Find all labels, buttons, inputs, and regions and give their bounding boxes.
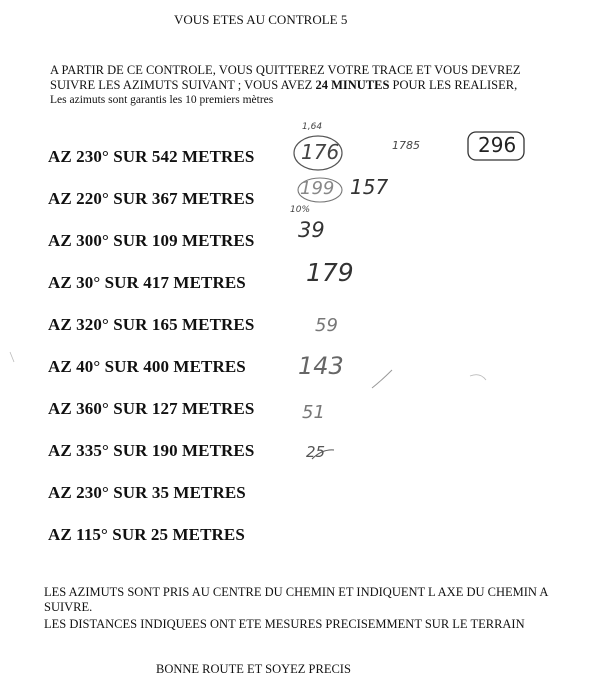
- azimut-row-5: AZ 320° SUR 165 METRES: [48, 315, 255, 334]
- note-143: 143: [298, 352, 344, 380]
- note-25: 25: [306, 443, 326, 461]
- page-title: VOUS ETES AU CONTROLE 5: [174, 12, 348, 27]
- time-limit: 24 MINUTES: [315, 78, 390, 92]
- footer-line-2: SUIVRE.: [44, 600, 93, 614]
- intro-line-2a: SUIVRE LES AZIMUTS SUIVANT ; VOUS AVEZ: [50, 78, 316, 92]
- note-small-1: 1,64: [302, 122, 323, 132]
- note-179: 179: [306, 258, 354, 287]
- intro-line-2c: POUR LES REALISER,: [389, 78, 518, 92]
- pen-stroke-3: [470, 375, 486, 380]
- azimut-row-1: AZ 230° SUR 542 METRES: [48, 147, 255, 166]
- note-51: 51: [302, 402, 325, 423]
- note-296: 296: [478, 133, 517, 157]
- azimut-row-7: AZ 360° SUR 127 METRES: [48, 399, 255, 418]
- azimut-row-3: AZ 300° SUR 109 METRES: [48, 231, 255, 250]
- note-59: 59: [315, 315, 338, 336]
- azimut-row-2: AZ 220° SUR 367 METRES: [48, 189, 255, 208]
- note-199: 199: [300, 178, 335, 199]
- azimut-row-10: AZ 115° SUR 25 METRES: [48, 525, 245, 544]
- pen-stroke-1: [372, 370, 392, 388]
- note-157: 157: [350, 175, 389, 199]
- closing-line: BONNE ROUTE ET SOYEZ PRECIS: [156, 662, 351, 676]
- azimut-row-8: AZ 335° SUR 190 METRES: [48, 441, 255, 460]
- azimut-row-6: AZ 40° SUR 400 METRES: [48, 357, 246, 376]
- note-small-2: 10%: [290, 205, 311, 215]
- azimut-row-4: AZ 30° SUR 417 METRES: [48, 273, 246, 292]
- azimut-row-9: AZ 230° SUR 35 METRES: [48, 483, 246, 502]
- footer-line-1: LES AZIMUTS SONT PRIS AU CENTRE DU CHEMIN ET INDIQUENT L AXE DU CHEMIN A: [44, 585, 549, 599]
- footer-line-3: LES DISTANCES INDIQUEES ONT ETE MESURES PRECISEMMENT SUR LE TERRAIN: [44, 617, 525, 631]
- pen-stroke-4: [10, 352, 14, 362]
- note-176: 176: [301, 140, 340, 164]
- note-39: 39: [298, 218, 325, 242]
- intro-line-1: A PARTIR DE CE CONTROLE, VOUS QUITTEREZ VOTRE TRACE ET VOUS DEVREZ: [50, 63, 521, 77]
- intro-line-3: Les azimuts sont garantis les 10 premiers mètres: [50, 94, 274, 106]
- note-1785: 1785: [392, 139, 420, 152]
